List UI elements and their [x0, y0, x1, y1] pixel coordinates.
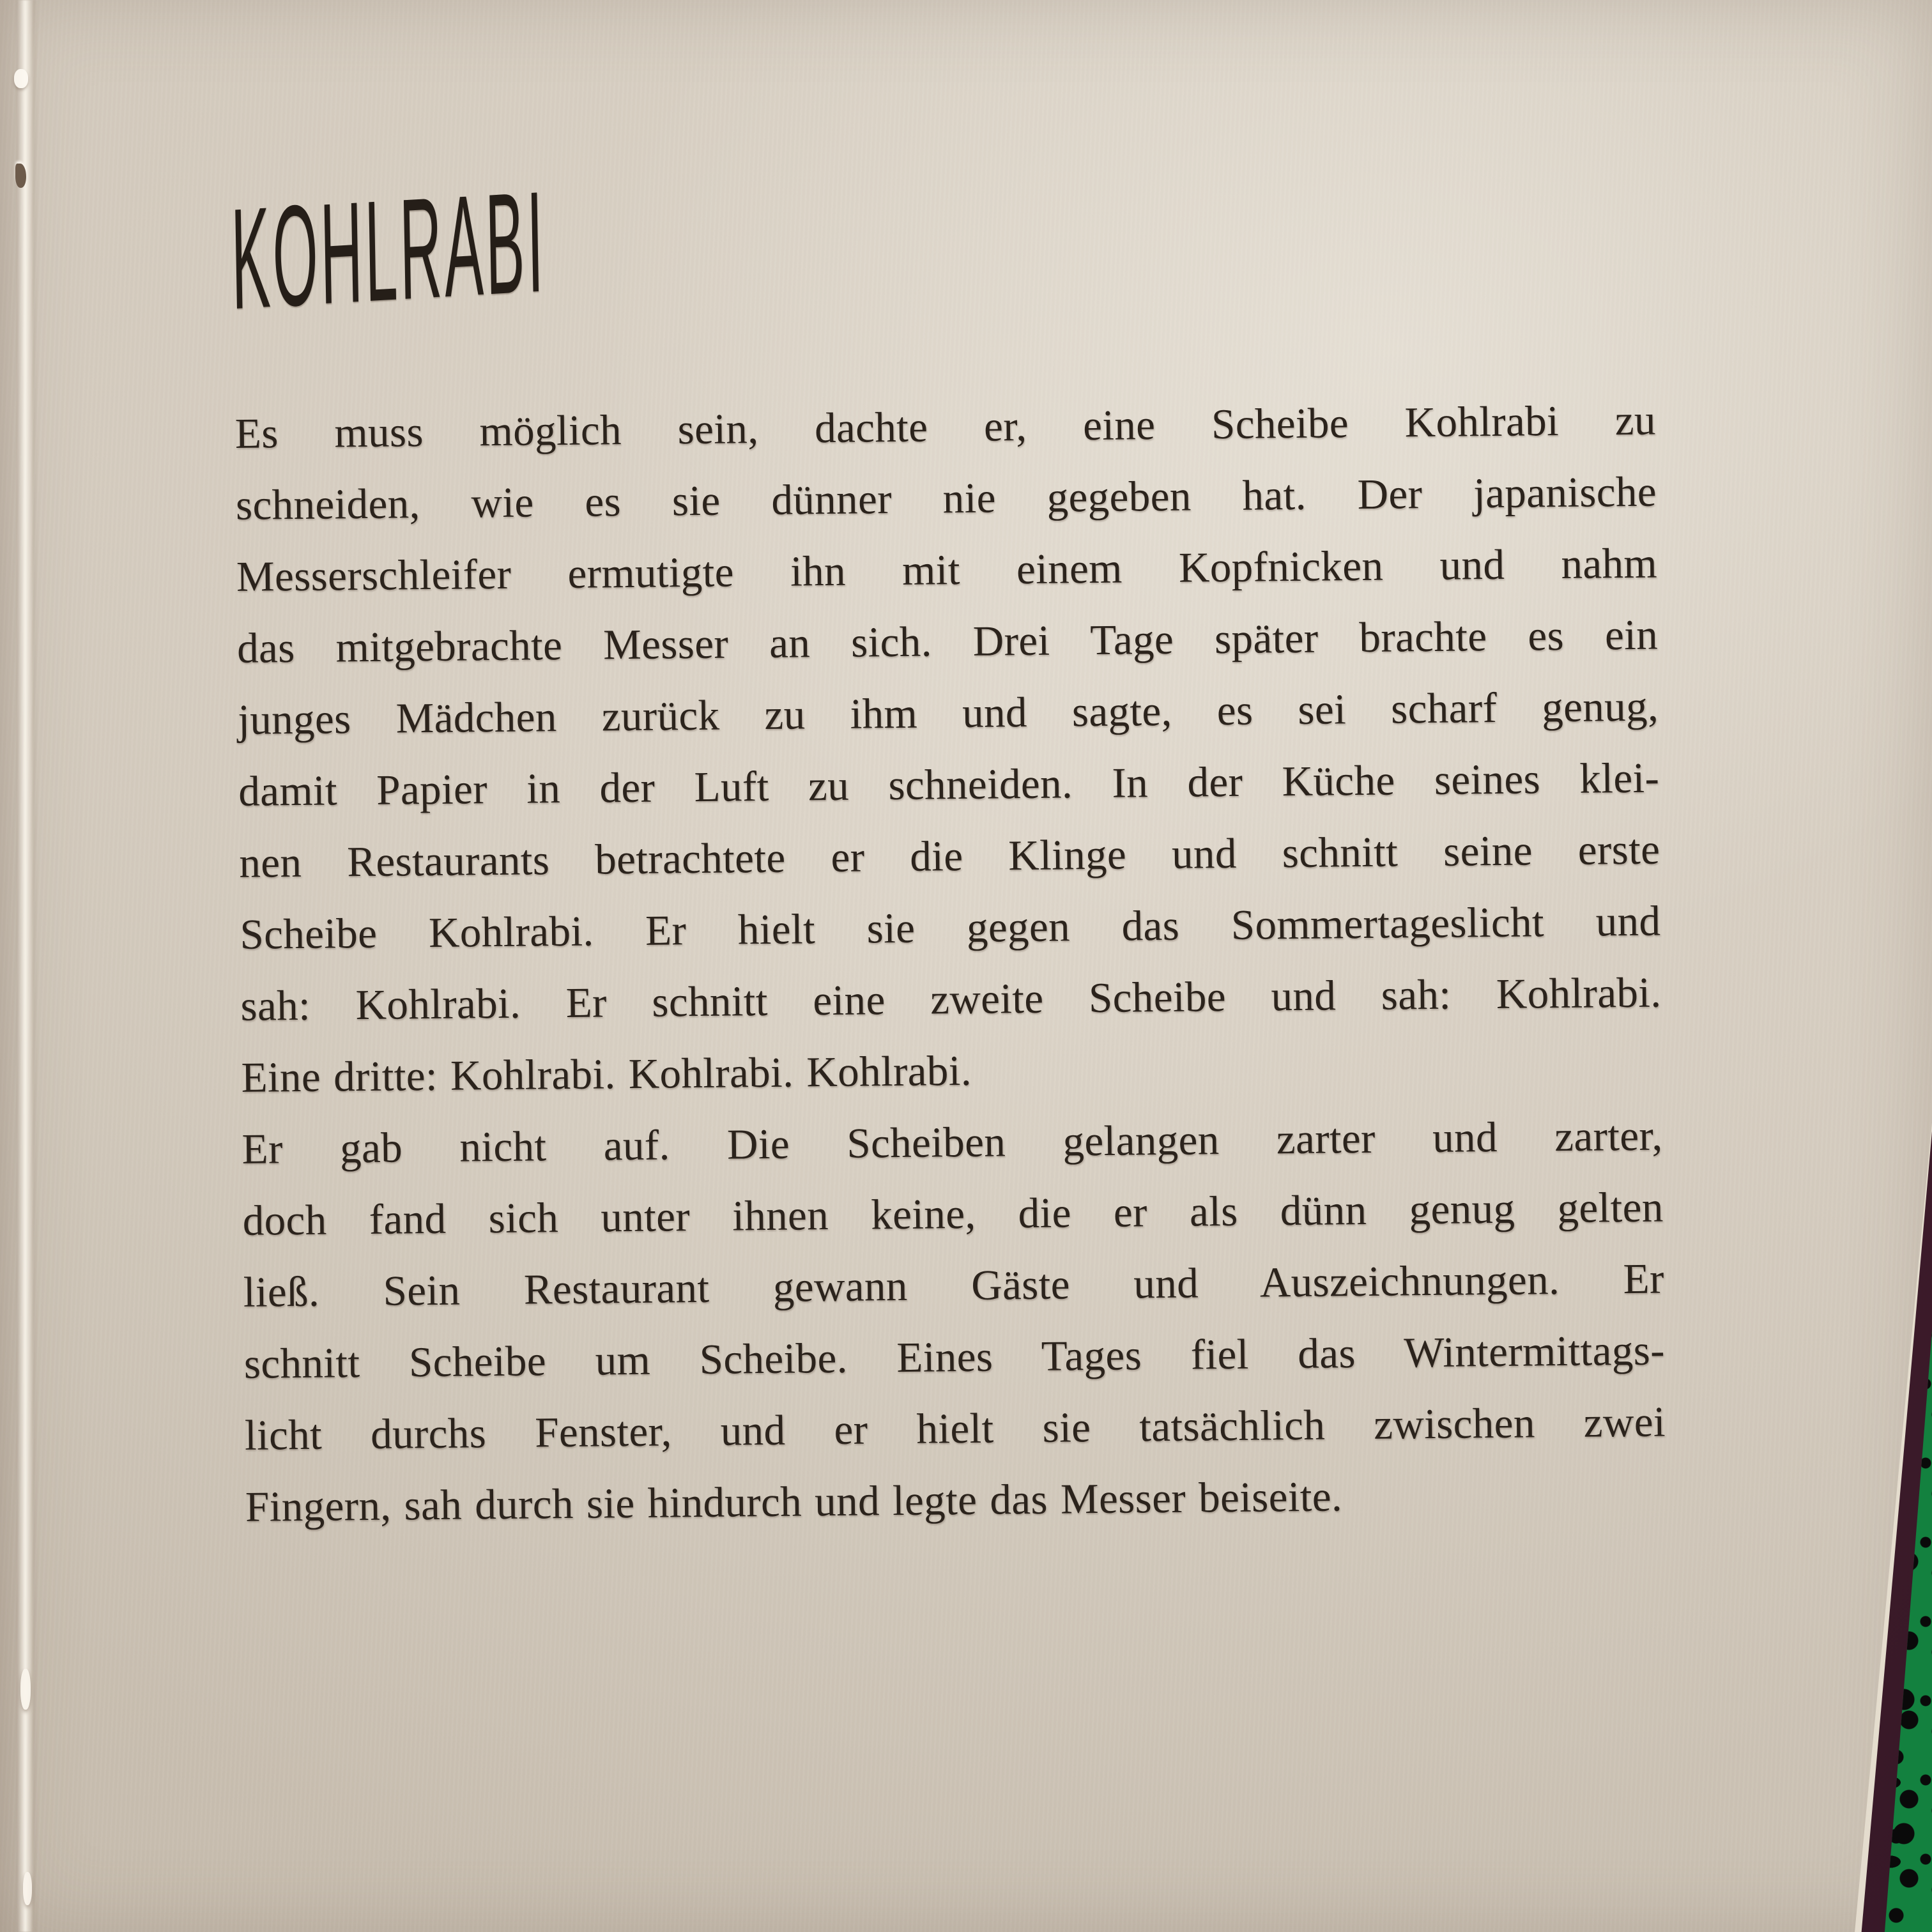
body-line: Es muss möglich sein, dachte er, eine Scheibe Kohlrabi zu	[234, 396, 1657, 457]
body-line: schneiden, wie es sie dünner nie gegeben hat. Der japanische	[235, 468, 1657, 529]
body-line: nen Restaurants betrachtete er die Klinge und schnitt seine erste	[239, 825, 1660, 887]
body-line: doch fand sich unter ihnen keine, die er als dünn genug gelten	[242, 1183, 1664, 1245]
body-line: das mitgebrachte Messer an sich. Drei Tage später brachte es ein	[236, 611, 1659, 672]
body-line: junges Mädchen zurück zu ihm und sagte, es sei scharf genug,	[237, 682, 1659, 744]
body-line: sah: Kohlrabi. Er schnitt eine zweite Scheibe und sah: Kohlrabi.	[240, 969, 1662, 1030]
body-line: Scheibe Kohlrabi. Er hielt sie gegen das Sommertageslicht und	[240, 897, 1661, 958]
body-line: Eine dritte: Kohlrabi. Kohlrabi. Kohlrabi.	[241, 1046, 972, 1101]
chapter-title: KOHLRABI	[230, 160, 548, 340]
body-line: Fingern, sah durch sie hindurch und legte das Messer beiseite.	[245, 1473, 1343, 1531]
body-line: licht durchs Fenster, und er hielt sie tatsächlich zwischen zwei	[244, 1398, 1666, 1459]
body-line: Er gab nicht auf. Die Scheiben gelangen zarter und zarter,	[241, 1112, 1663, 1173]
body-line: damit Papier in der Luft zu schneiden. In der Küche seines klei-	[238, 754, 1660, 815]
body-line: Messerschleifer ermutigte ihn mit einem Kopfnicken und nahm	[236, 539, 1658, 601]
body-line: ließ. Sein Restaurant gewann Gäste und Auszeichnungen. Er	[243, 1255, 1665, 1316]
body-text-column	[234, 385, 1666, 1543]
body-line: schnitt Scheibe um Scheibe. Eines Tages fiel das Wintermittags-	[243, 1326, 1666, 1388]
